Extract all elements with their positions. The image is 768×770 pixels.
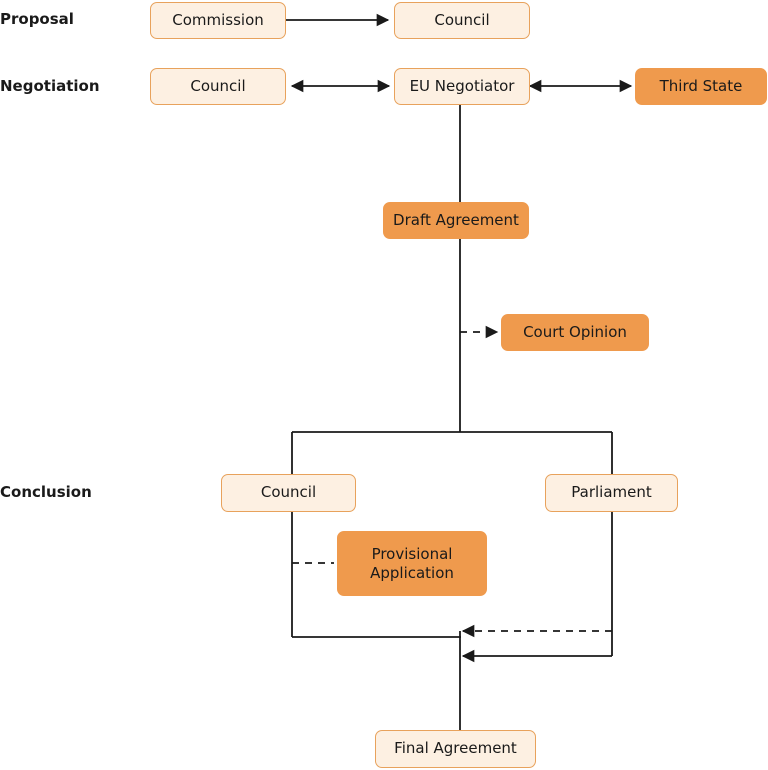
node-provisional-application-line1: Provisional xyxy=(371,544,453,563)
stage-label-proposal: Proposal xyxy=(0,10,74,28)
node-parliament[interactable]: Parliament xyxy=(545,474,678,512)
node-final-agreement[interactable]: Final Agreement xyxy=(375,730,536,768)
node-court-opinion[interactable]: Court Opinion xyxy=(501,314,649,351)
node-commission[interactable]: Commission xyxy=(150,2,286,39)
node-eu-negotiator[interactable]: EU Negotiator xyxy=(394,68,530,105)
node-provisional-application-line2: Application xyxy=(370,563,454,582)
stage-label-conclusion: Conclusion xyxy=(0,483,92,501)
node-council-proposal[interactable]: Council xyxy=(394,2,530,39)
node-provisional-application[interactable] xyxy=(337,531,487,596)
node-council-conclusion[interactable]: Council xyxy=(221,474,356,512)
node-council-negotiation[interactable]: Council xyxy=(150,68,286,105)
node-draft-agreement[interactable]: Draft Agreement xyxy=(383,202,529,239)
node-third-state[interactable]: Third State xyxy=(635,68,767,105)
stage-label-negotiation: Negotiation xyxy=(0,77,100,95)
